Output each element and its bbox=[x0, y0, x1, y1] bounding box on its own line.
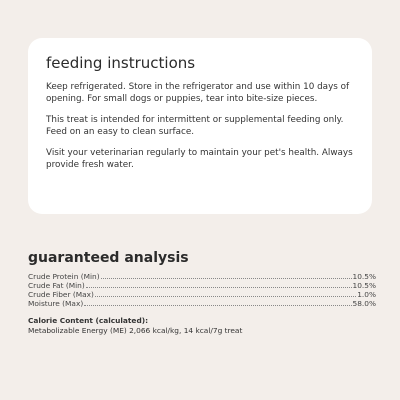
analysis-row-moisture bbox=[28, 299, 376, 308]
calorie-text: Metabolizable Energy (ME) 2,066 kcal/kg, 14 kcal/7g treat bbox=[28, 325, 243, 335]
dot-leader bbox=[84, 304, 351, 306]
feeding-paragraph-storage: Keep refrigerated. Store in the refrigerator and use within 10 days of opening. For small dogs or puppies, tear into bite-size pieces. bbox=[46, 82, 350, 104]
analysis-value: 58.0% bbox=[352, 299, 376, 308]
calorie-content bbox=[28, 316, 376, 335]
analysis-label: Crude Protein (Min) bbox=[28, 272, 100, 281]
dot-leader bbox=[95, 295, 356, 297]
analysis-label: Crude Fat (Min) bbox=[28, 281, 85, 290]
dot-leader bbox=[86, 286, 352, 288]
analysis-row-fiber bbox=[28, 290, 376, 299]
feeding-instructions-card bbox=[28, 38, 372, 214]
feeding-paragraph-usage: This treat is intended for intermittent or supplemental feeding only. Feed on an easy to clean surface. bbox=[46, 115, 344, 137]
feeding-instructions-title: feeding instructions bbox=[46, 54, 196, 72]
analysis-value: 10.5% bbox=[352, 272, 376, 281]
analysis-value: 1.0% bbox=[357, 290, 376, 299]
guaranteed-analysis-title: guaranteed analysis bbox=[28, 250, 189, 266]
dot-leader bbox=[101, 277, 352, 279]
calorie-heading: Calorie Content (calculated): bbox=[28, 316, 149, 325]
analysis-row-fat bbox=[28, 281, 376, 290]
analysis-value: 10.5% bbox=[352, 281, 376, 290]
analysis-row-protein bbox=[28, 272, 376, 281]
analysis-label: Crude Fiber (Max) bbox=[28, 290, 94, 299]
feeding-paragraph-vet: Visit your veterinarian regularly to maintain your pet's health. Always provide fresh water. bbox=[46, 148, 353, 170]
guaranteed-analysis-section bbox=[28, 250, 376, 335]
analysis-label: Moisture (Max) bbox=[28, 299, 84, 308]
